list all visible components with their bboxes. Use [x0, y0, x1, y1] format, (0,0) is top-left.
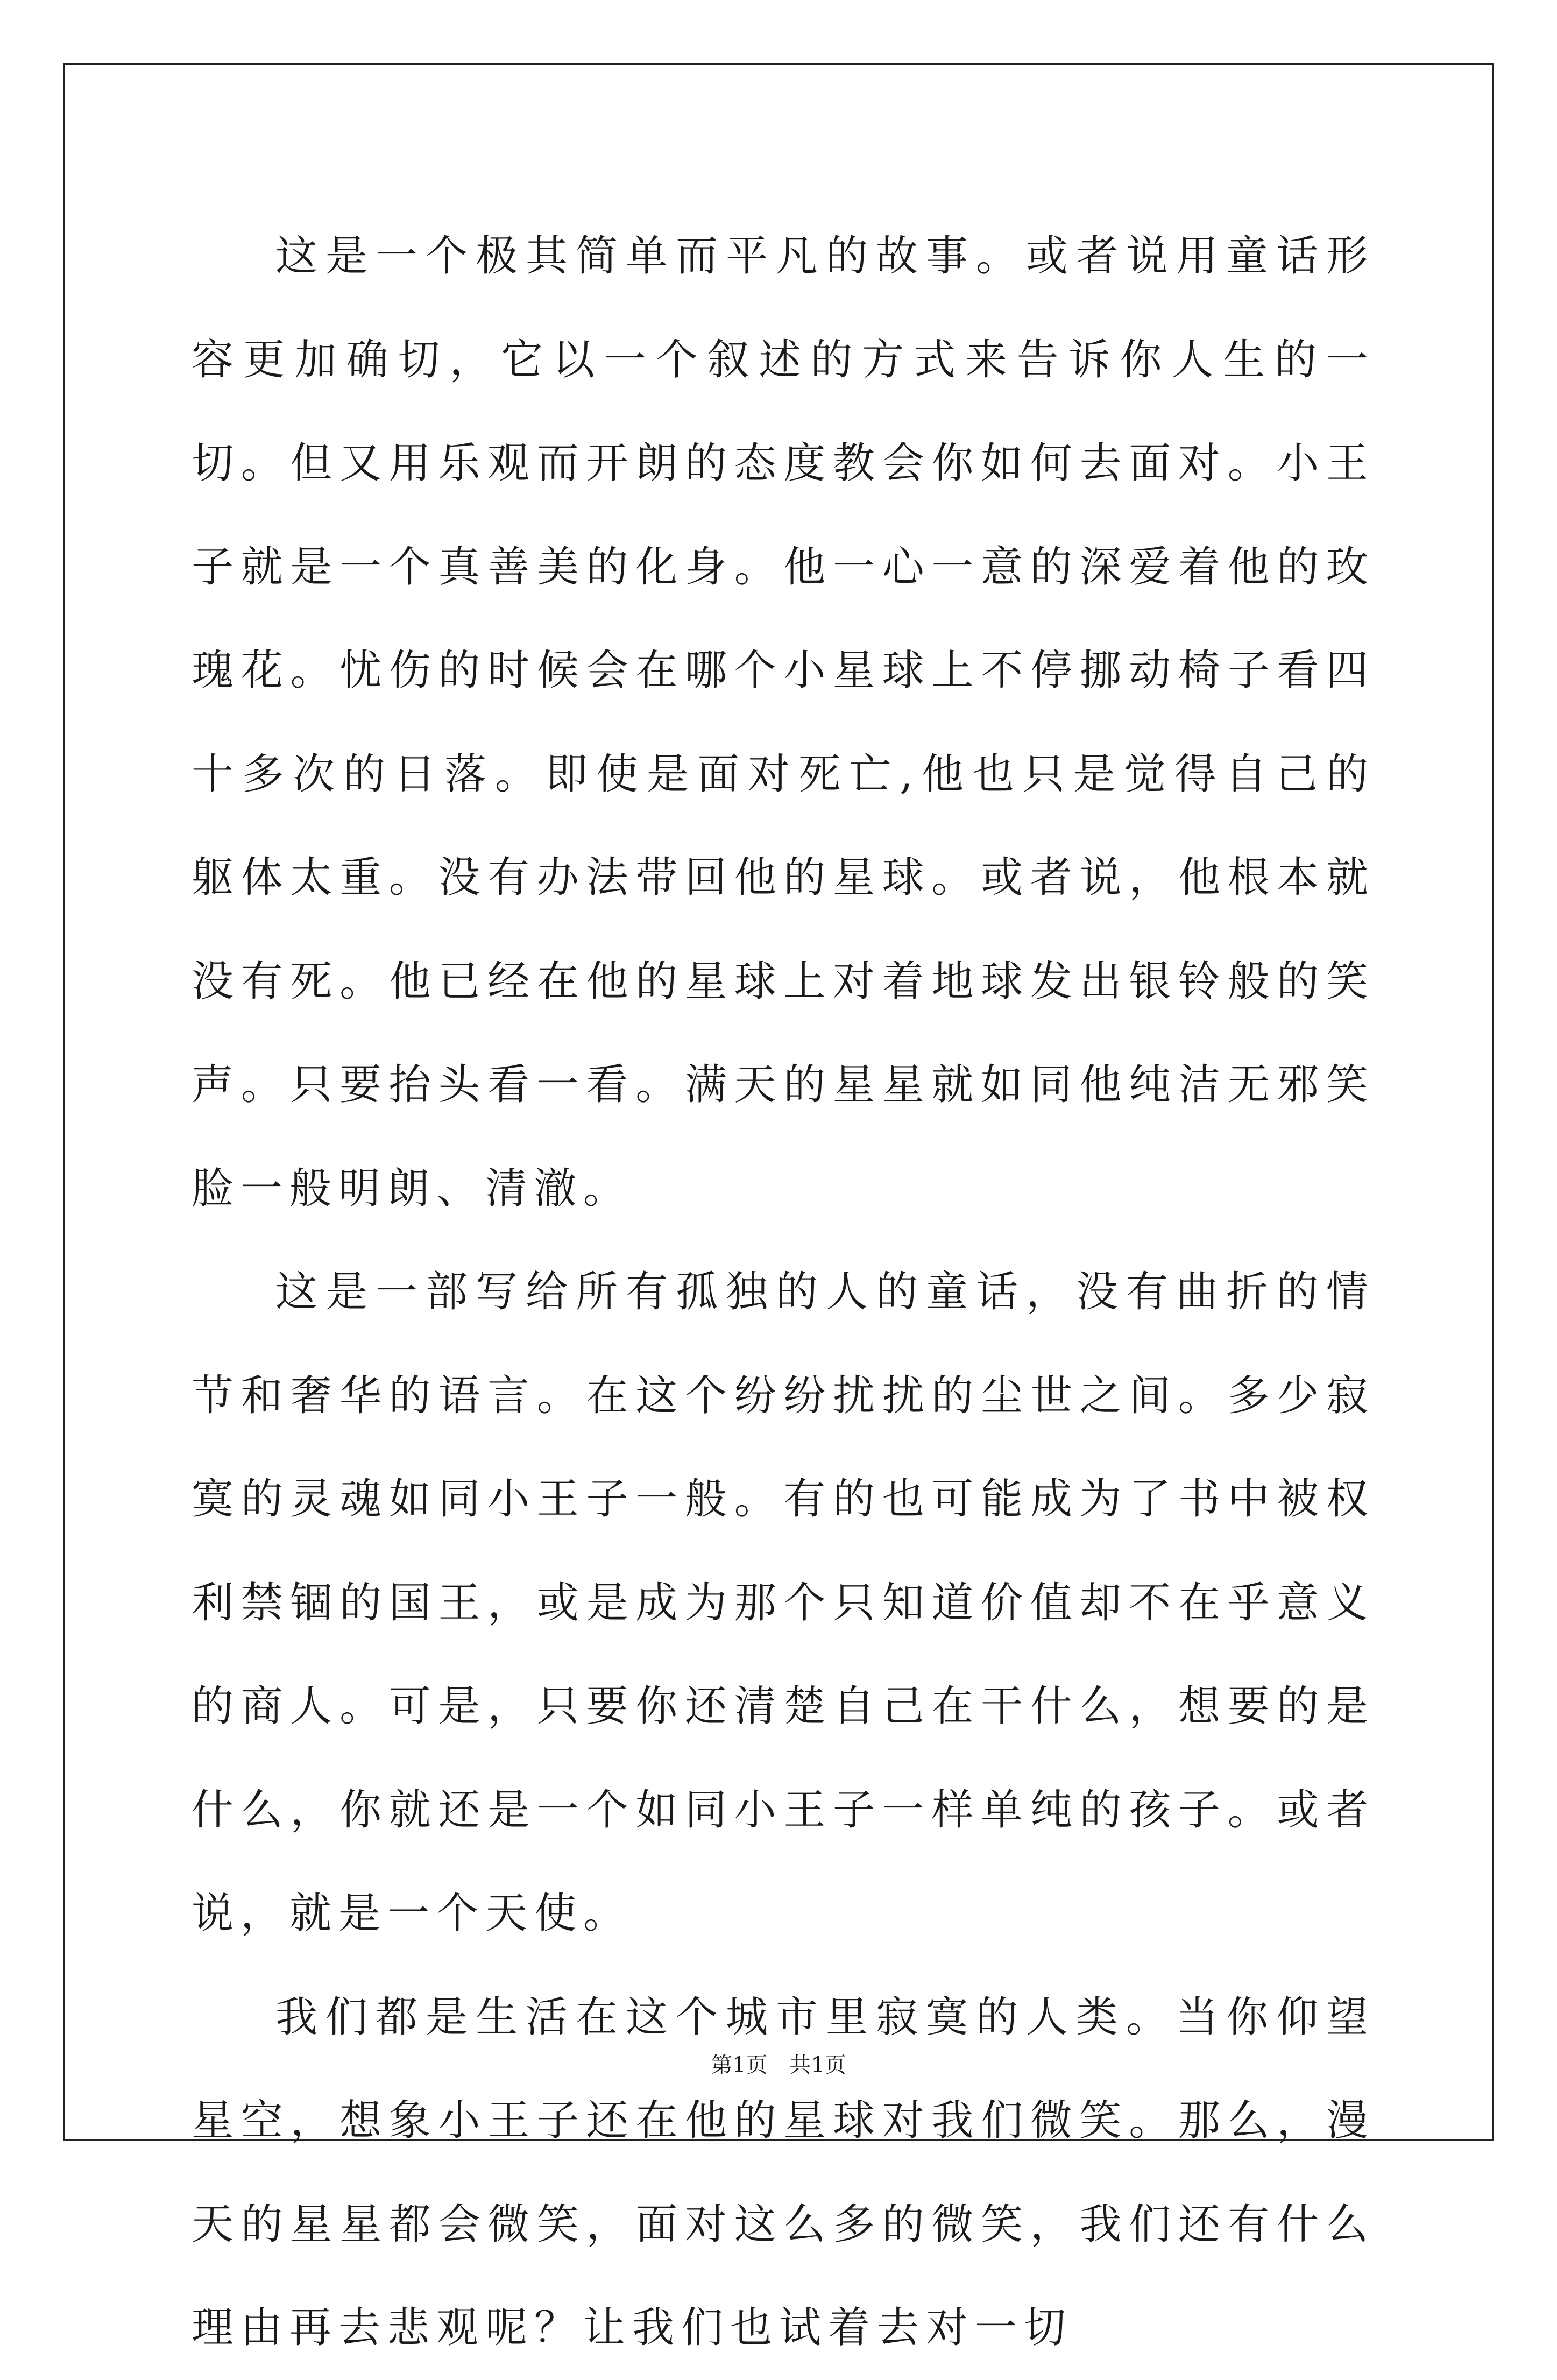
- page-total: 共1页: [789, 2053, 846, 2078]
- paragraph-2: 这是一部写给所有孤独的人的童话，没有曲折的情节和奢华的语言。在这个纷纷扰扰的尘世之间。多少寂寞的灵魂如同小王子一般。有的也可能成为了书中被权利禁锢的国王，或是成为那个只知道价值却不在乎意义的商人。可是，只要你还清楚自己在干什么，想要的是什么，你就还是一个如同小王子一样单纯的孩子。或者说，就是一个天使。: [192, 1268, 1375, 1938]
- paragraph-1: 这是一个极其简单而平凡的故事。或者说用童话形容更加确切，它以一个叙述的方式来告诉你人生的一切。但又用乐观而开朗的态度教会你如何去面对。小王子就是一个真善美的化身。他一心一意的深爱着他的玫瑰花。忧伤的时候会在哪个小星球上不停挪动椅子看四十多次的日落。即使是面对死亡,他也只是觉得自己的躯体太重。没有办法带回他的星球。或者说，他根本就没有死。他已经在他的星球上对着地球发出银铃般的笑声。只要抬头看一看。满天的星星就如同他纯洁无邪笑脸一般明朗、清澈。: [192, 232, 1375, 1213]
- paragraph-3: 我们都是生活在这个城市里寂寞的人类。当你仰望星空，想象小王子还在他的星球对我们微笑。那么，漫天的星星都会微笑，面对这么多的微笑，我们还有什么理由再去悲观呢？让我们也试着去对一切: [192, 1993, 1375, 2352]
- page-number: 第1页: [711, 2053, 768, 2078]
- page-footer: [0, 2052, 1557, 2079]
